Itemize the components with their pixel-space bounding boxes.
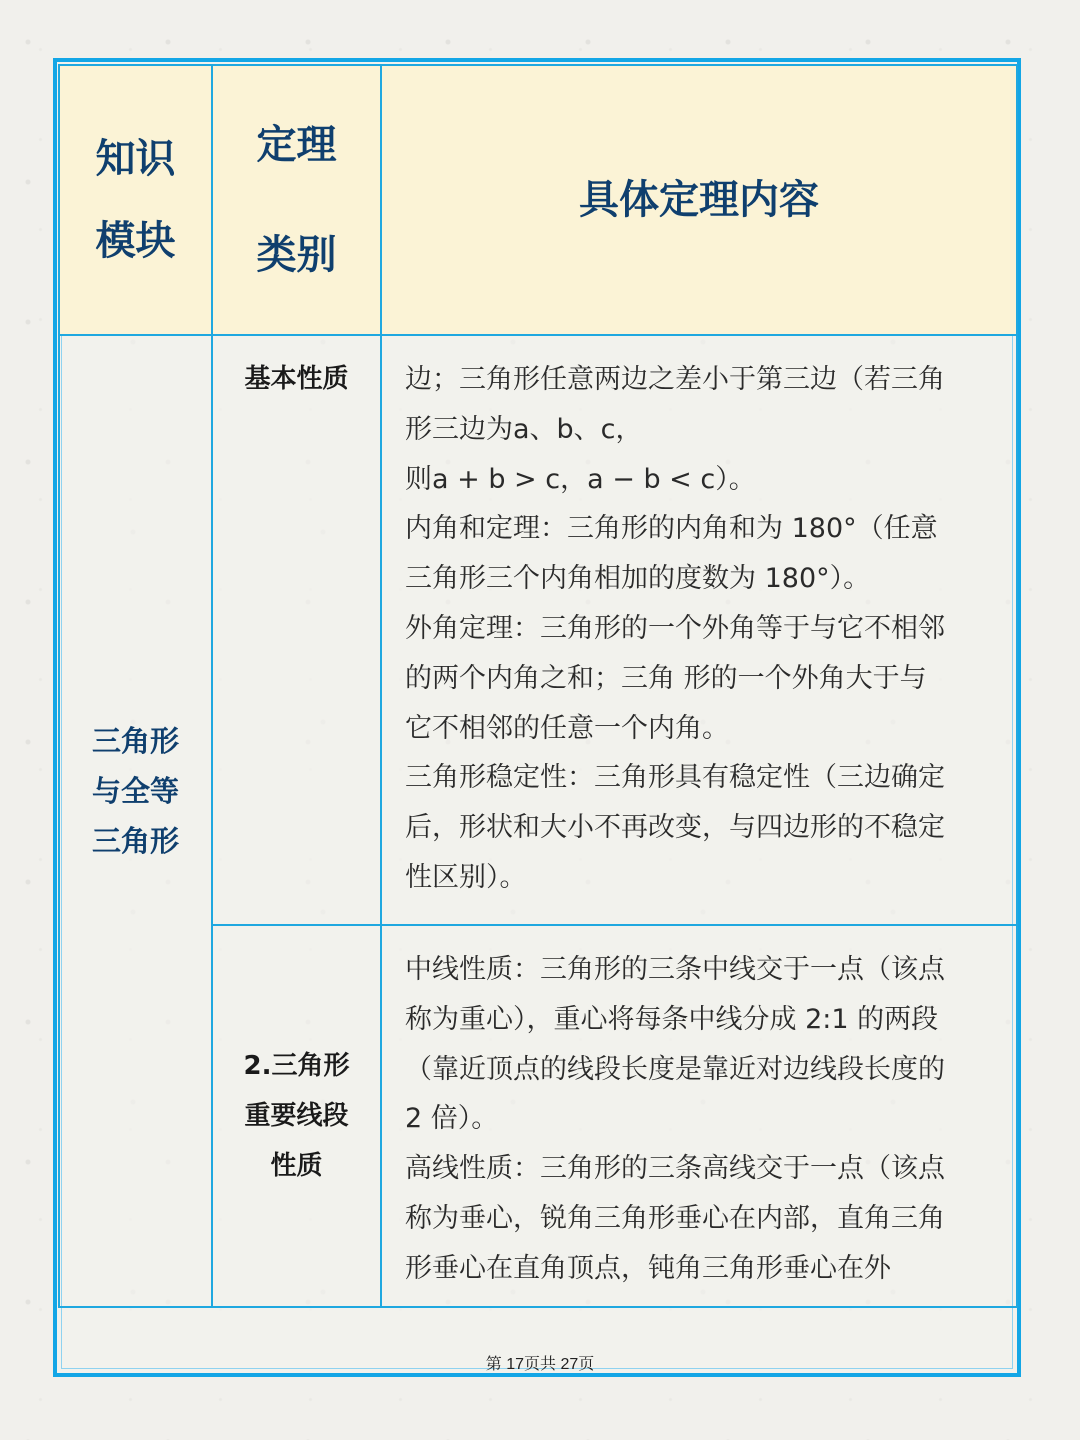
content-text: 中线性质：三角形的三条中线交于一点（该点 称为重心），重心将每条中线分成 2:1 的两段 （靠近顶点的线段长度是靠近对边线段长度的 2 倍）。 高线性质：三角形的三条高线交于一点（该点 称为垂心，锐角三角形垂心在内部，直角三角 形垂心在直角顶点，钝角三角形垂心在外 [405, 954, 945, 1284]
category-label-line2: 重要线段 [244, 1101, 349, 1131]
header-col3-text: 具体定理内容 [579, 177, 819, 223]
header-row [59, 65, 1017, 335]
category-cell-segments [212, 925, 381, 1307]
category-label-line3: 性质 [270, 1151, 323, 1181]
module-line1: 三角形 [91, 724, 179, 758]
category-label: 基本性质 [244, 364, 349, 394]
header-knowledge-module [59, 65, 212, 335]
header-theorem-category [212, 65, 381, 335]
module-line2: 与全等 [91, 774, 179, 808]
category-cell-basic [212, 335, 381, 925]
content-cell-basic [381, 335, 1017, 925]
content-text: 边；三角形任意两边之差小于第三边（若三角 形三边为a、b、c， 则a + b > c，a − b < c）。 内角和定理：三角形的内角和为 180°（任意 三角形三个内角相加的度数为 180°）。 外角定理：三角形的一个外角等于与它不相邻 的两个内角之和；三角 形的一个外角大于与 它不相邻的任意一个内角。 三角形稳定性：三角形具有稳定性（三边确定 后，形状和大小不再改变，与四边形的不稳定 性区别）。 [405, 364, 945, 893]
header-theorem-content [381, 65, 1017, 335]
module-cell [59, 335, 212, 1307]
header-col1-line2: 模块 [95, 218, 176, 264]
content-cell-segments [381, 925, 1017, 1307]
header-col2-line2: 类别 [256, 232, 337, 278]
table-row [59, 335, 1017, 925]
page-number-footer: 第 17页共 27页 [485, 1356, 595, 1373]
header-col1-line1: 知识 [95, 136, 176, 182]
module-line3: 三角形 [91, 824, 179, 858]
theorem-table [58, 64, 1018, 1308]
header-col2-line1: 定理 [256, 122, 337, 168]
category-label-line1: 2.三角形 [243, 1051, 350, 1081]
